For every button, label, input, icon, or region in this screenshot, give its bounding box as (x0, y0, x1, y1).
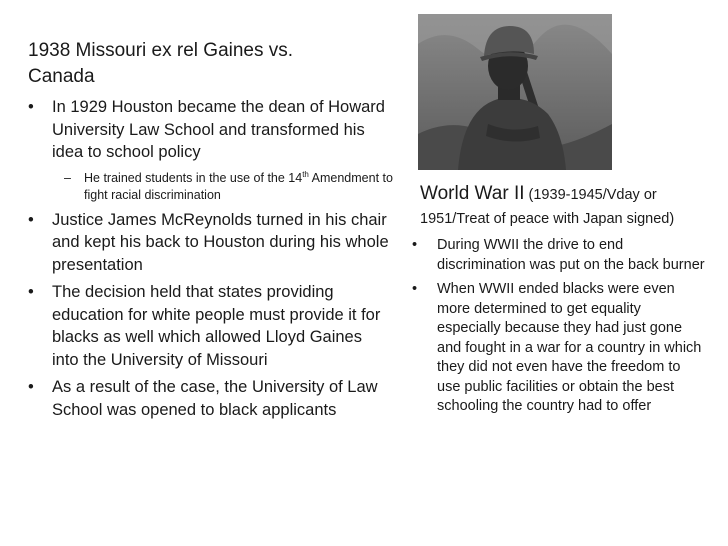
left-bullet-1 (28, 96, 393, 204)
bullet-marker: • (28, 283, 34, 301)
left-sub-bullet-1-text-b: Amendment to fight racial discrimination (84, 170, 393, 202)
soldier-photo (418, 14, 612, 170)
right-bullet-list (412, 236, 707, 417)
left-bullet-1-text: In 1929 Houston became the dean of Howard University Law School and transformed his idea to school policy (52, 98, 385, 161)
right-bullet-1 (412, 236, 707, 275)
right-bullet-1-text: During WWII the drive to end discrimination was put on the back burner (437, 237, 705, 273)
left-sub-bullet-1 (64, 170, 393, 204)
left-bullet-list (28, 96, 393, 421)
left-bullet-2-text: Justice James McReynolds turned in his chair and kept his back to Houston during his whole presentation (52, 210, 389, 274)
left-bullet-4-text: As a result of the case, the University of Law School was opened to black applicants (52, 378, 378, 419)
right-heading (420, 182, 707, 230)
bullet-marker: • (412, 237, 418, 253)
right-heading-dates: (1939-1945/Vday or 1951/Treat of peace with Japan signed) (420, 187, 675, 227)
left-bullet-3 (28, 281, 393, 371)
right-heading-main: World War II (420, 183, 525, 204)
left-sub-list (52, 170, 393, 204)
left-bullet-4 (28, 376, 393, 421)
left-heading (28, 38, 393, 90)
right-bullet-2-text: When WWII ended blacks were even more determined to get equality especially because they had just gone and fought in a war for a country in which they did not even have the freedom to use public facilities or obtain the best schooling the country had to offer (437, 281, 702, 414)
left-bullet-3-text: The decision held that states providing education for white people must provide it for blacks as well which allowed Lloyd Gaines into the University of Missouri (52, 283, 381, 369)
soldier-photo-icon (418, 14, 612, 170)
bullet-marker: • (412, 281, 418, 297)
bullet-marker: • (28, 98, 34, 116)
left-bullet-2 (28, 209, 393, 277)
right-column (412, 182, 707, 422)
left-sub-bullet-1-sup: th (302, 169, 309, 179)
left-sub-bullet-1-text-a: He trained students in the use of the 14 (84, 170, 303, 185)
bullet-marker: • (28, 210, 34, 229)
right-bullet-2 (412, 280, 707, 417)
left-heading-line1: 1938 Missouri ex rel Gaines vs. (28, 40, 294, 61)
left-column (28, 38, 393, 426)
dash-marker: – (64, 170, 71, 185)
bullet-marker: • (28, 378, 34, 396)
left-heading-line2: Canada (28, 66, 95, 87)
